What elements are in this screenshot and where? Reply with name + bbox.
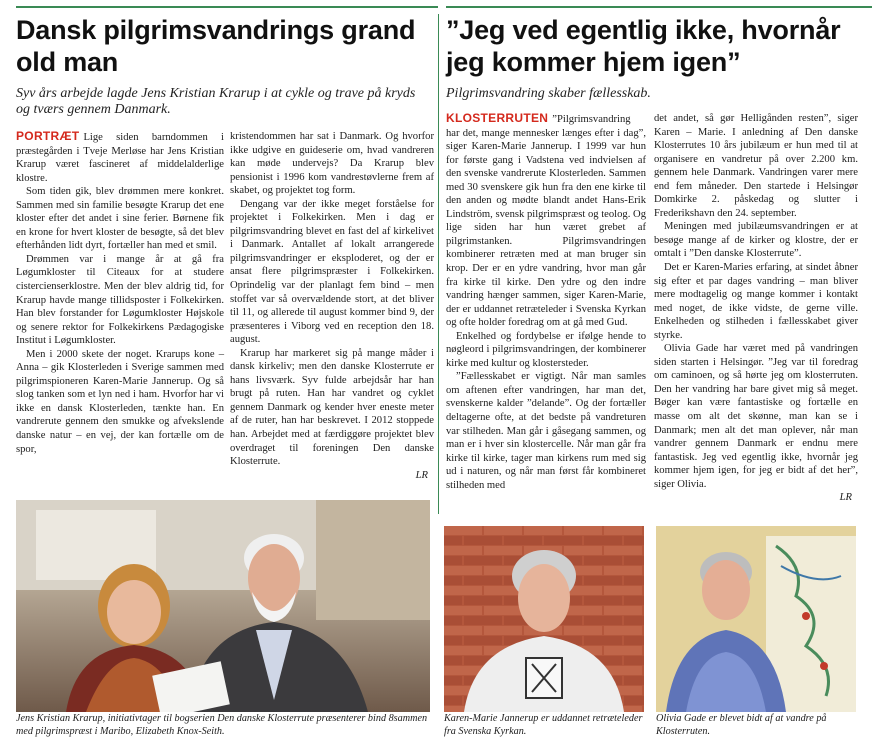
paragraph: Enkelhed og fordybelse er ifølge hende to nøgleord i pilgrimsvandringen, der kombinerer kirke med kultur og klostersteder. (446, 330, 646, 369)
left-headline: Dansk pilgrimsvandrings grand old man (16, 15, 416, 77)
left-kicker: PORTRÆT (16, 129, 80, 143)
paragraph: Som tiden gik, blev drømmen mere konkret. Sammen med sin familie besøgte Krarup det ene kloster efter det andet i sine ferier. Børnene fik en krone for hvert kloster de besøgte, så det blev efterhånden lidt dyrt, fortæller han med et smil. (16, 186, 224, 252)
left-standfirst: Syv års arbejde lagde Jens Kristian Krarup i at cykle og trave på kryds og tværs gennem Danmark. (16, 86, 416, 117)
left-signature: LR (415, 469, 428, 481)
right-headline: ”Jeg ved egentlig ikke, hvornår jeg kommer hjem igen” (446, 15, 841, 77)
column-divider (438, 14, 439, 514)
photo-illustration (656, 526, 856, 712)
photo-2-caption: Karen-Marie Jannerup er uddannet retræteleder fra Svenska Kyrkan. (444, 713, 643, 737)
paragraph: ”Fællesskabet er vigtigt. Når man samles om aftenen efter vandringen, har man det, svenskerne kalder ”delande”. Og der fortæller deltagerne ofte, at det bedste på vandreturen var stilheden. Man går i gåsegang sammen, og man er i hver sin klostercelle. Når man går fra kirke til kirke, tager man kirkens rum med sig ud i naturen, og når man først får kombineret stilheden med (446, 371, 646, 491)
paragraph: kristendommen har sat i Danmark. Og hvorfor ikke udgive en guideserie om, hvad vandreren kan møde undervejs? Da Krarup blev pensionist i 1996 kom vandrestøvlerne frem af skabet, og projektet tog form. (230, 131, 434, 197)
paragraph: Det er Karen-Maries erfaring, at sindet åbner sig efter et par dages vandring – man bliver mere modtagelig og mange kommer i kontakt med noget, de ikke vidste, de gerne ville. Enkelheden og stilheden i fællesskabet giver styrke. (654, 262, 858, 341)
paragraph: Dengang var der ikke meget forståelse for projektet i Folkekirken. Men i dag er pilgrimsvandring blevet en fast del af kirkelivet i Danmark. Antallet af lokalt arrangerede pilgrimsvandringer er eksploderet, og der er ansat flere pilgrimspræster i Folkekirken. Oprindelig var der planlagt fem bind – men stoffet var så overvældende stort, at det bliver til 11, og allerede til august kommer bind 9, der præsenteres i Viborg ved en reception den 18. august. (230, 198, 434, 346)
photo-krarup-and-knox-seith (16, 500, 430, 712)
photo-olivia-gade (656, 526, 856, 712)
paragraph: Olivia Gade har været med på vandringen siden starten i Helsingør. ”Jeg var til foredrag om caminoen, og så hørte jeg om klosterruten. Den her vandring har bare givet mig så meget. Bøger kan være fantastiske og fortælle en masse om alt det skønne, man kan se i Danmark; men alt det man oplever, når man vandrer gennem Danmark er endnu mere fantastisk. Jeg ved egentlig ikke, hvornår jeg kommer hjem igen, for jeg er bidt af det her”, siger Olivia. (654, 343, 858, 490)
paragraph: Drømmen var i mange år at gå fra Løgumkloster til Citeaux for at studere cistercienserklostre. Men der blev aldrig tid, for Krarup havde mange tillidsposter i Folkekirken. Han blev forstander for Løgumkloster Højskole og senere rektor for Folkekirkens Pædagogiske Institut i Løgumkloster. (16, 253, 224, 347)
left-article-column-2 (230, 130, 434, 482)
right-article-column-2 (654, 112, 858, 505)
paragraph: Meningen med jubilæumsvandringen er at besøge mange af de kirker og klostre, der er omtalt i ”Den danske Klosterrute”. (654, 221, 858, 260)
paragraph: Krarup har markeret sig på mange måder i dansk kirkeliv; men den danske Klosterrute er hans livsværk. Syv fulde arbejdsår har han brugt på ruten. Han har vandret og cyklet gennem Danmark og kender hver eneste meter af de ruter, han har beskrevet. I 2012 stoppede han. Arbejdet med at færdiggøre projektet blev overdraget til foreningen Den danske Klosterrute. (230, 347, 434, 468)
photo-1-caption: Jens Kristian Krarup, initiativtager til bogserien Den danske Klosterrute præsenterer bind 8sammen med pilgrimspræst i Maribo, Elizabeth Knox-Seith. (16, 713, 428, 737)
top-rule-right (446, 6, 872, 8)
photo-karen-marie-jannerup (444, 526, 644, 712)
right-kicker: KLOSTERRUTEN (446, 111, 549, 125)
left-article-column-1 (16, 130, 224, 456)
right-article-column-1 (446, 112, 646, 492)
paragraph: PORTRÆT Lige siden barndommen i præstegården i Tveje Merløse har Jens Kristian Krarup været fascineret af middelalderlige klostre. (16, 129, 224, 184)
right-signature: LR (839, 492, 852, 504)
photo-illustration (16, 500, 430, 712)
photo-illustration (444, 526, 644, 712)
paragraph: KLOSTERRUTEN ”Pilgrimsvandring har det, mange mennesker længes efter i dag”, siger Karen-Marie Jannerup. I 1999 var hun for første gang i Vadstena ved indvielsen af den svenske vandrerute Klosterleden. Sammen med 30 svenskere gik hun fra den ene kirke til den anden og mødte blandt andet Hans-Erik Lindström, svensk pilgrimspræst og teolog. Og lige siden har hun været grebet af pilgrimstanken. Pilgrimsvandringen kombinerer retræten med at man bruger sin krop. Der er en ydre vandring, hvor man går fra kirke til kirke. Den ydre og den indre vandring hænger sammen, siger Karen-Marie, der er uddannet retræteleder i Svenska Kyrkan og ofte holder foredrag om at gå med Gud. (446, 111, 646, 329)
right-standfirst: Pilgrimsvandring skaber fællesskab. (446, 86, 651, 101)
paragraph: det andet, så gør Helligånden resten”, siger Karen – Marie. I anledning af Den danske Klosterrutes 10 års jubilæum er hun med til at organisere en vandretur på over 2.200 km. gennem hele Danmark. Vandringen varer mere end fem måneder. Den startede i Helsingør Domkirke 2. påskedag og slutter i Frederikshavn den 24. september. (654, 113, 858, 219)
top-rule-left (16, 6, 438, 8)
photo-3-caption: Olivia Gade er blevet bidt af at vandre på Klosterruten. (656, 713, 827, 737)
paragraph: Men i 2000 skete der noget. Krarups kone – Anna – gik Klosterleden i Sverige sammen med pilgrimspioneren Karen-Marie Jannerup. Og så slog tanken som et lyn ned i ham. Hvorfor har vi ikke en dansk Klosterleden, tænkte han. En vandrerute gennem den smukke og afvekslende danske natur – en vej, der kan fortælle om de spor, (16, 348, 224, 455)
